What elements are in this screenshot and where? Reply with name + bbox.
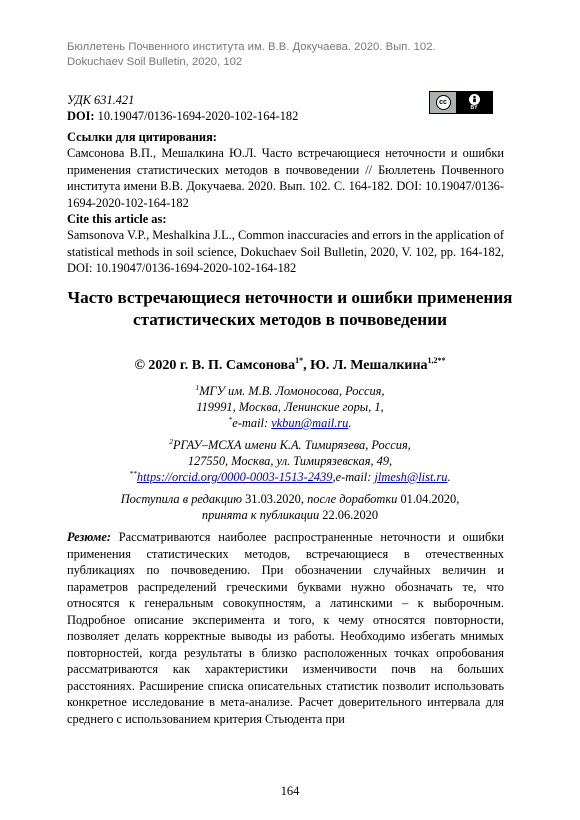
page-number: 164 xyxy=(280,784,300,798)
citation-ru-heading: Ссылки для цитирования: xyxy=(67,130,217,144)
affiliation-2-marker: 2 xyxy=(169,437,173,446)
doi-line xyxy=(67,108,298,124)
article-dates xyxy=(67,491,513,523)
cc-by-license-badge[interactable] xyxy=(429,91,493,114)
authors-line xyxy=(67,356,513,376)
accepted-date: 22.06.2020 xyxy=(322,508,379,522)
author-2-marker: 1,2** xyxy=(427,356,446,365)
affiliation-1-org: МГУ им. М.В. Ломоносова, Россия, xyxy=(199,384,385,398)
email-2-link[interactable]: jlmesh@list.ru xyxy=(374,470,448,484)
by-area xyxy=(456,92,492,113)
udk-code: УДК 631.421 xyxy=(67,93,135,107)
revised-date: 01.04.2020, xyxy=(400,492,460,506)
abstract-text: Рассматриваются наиболее распространенные неточности и ошибки применения статистических методов, встречающиеся в отечественных публикациях по почвоведению. При обозначении случайных величин и параметров распределений греческими буквами нужно обозначать те, что относятся к генеральным совокупностям, а латинскими – к выборочным. Подробное описание эксперимента и того, к чему относятся повторности, позволяет делать корректные выводы из работы. Необходимо избегать мнимых повторностей, когда результаты в близко расположенных точках опробования рассматриваются как характеристики изменчивости почв на больших расстояниях. Расширение списка описательных статистик позволит использовать конкретное исследование в мета-анализе. Расчет доверительного интервала для среднего с использованием критерия Стьюдента при xyxy=(67,530,504,726)
affiliation-1-marker: 1 xyxy=(195,383,200,392)
email-1-end: . xyxy=(348,416,352,430)
affiliation-2-org: РГАУ–МСХА имени К.А. Тимирязева, Россия, xyxy=(172,438,411,452)
affiliation-2-address: 127550, Москва, ул. Тимирязевская, 49, xyxy=(187,454,393,468)
author-1-marker: 1* xyxy=(295,356,304,365)
affiliation-2 xyxy=(67,437,513,485)
affiliation-1-address: 119991, Москва, Ленинские горы, 1, xyxy=(196,400,384,414)
citation-en-text: Samsonova V.P., Meshalkina J.L., Common inaccuracies and errors in the application of statistical methods in soil science, Dokuchaev Soil Bulletin, 2020, V. 102, pp. 164-182, DOI: 10.19047/0136-1694-2020-102-164-182 xyxy=(67,228,504,276)
running-head xyxy=(67,40,436,70)
doi-value: 10.19047/0136-1694-2020-102-164-182 xyxy=(97,109,299,123)
running-head-ru: Бюллетень Почвенного института им. В.В. Докучаева. 2020. Вып. 102. xyxy=(67,41,436,53)
citation-ru-text: Самсонова В.П., Мешалкина Ю.Л. Часто встречающиеся неточности и ошибки применения статистических методов в почвоведении // Бюллетень Почвенного института имени В.В. Докучаева. 2020. Вып. 102. С. 164-182. DOI: 10.19047/0136-1694-2020-102-164-182 xyxy=(67,146,504,210)
accepted-label: принята к публикации xyxy=(201,508,320,522)
by-label: BY xyxy=(470,105,478,111)
email-1-label: e-mail: xyxy=(232,416,272,430)
doi-label: DOI: xyxy=(67,109,95,123)
citation-en-heading: Cite this article as: xyxy=(67,212,167,227)
article-title: Часто встречающиеся неточности и ошибки применения статистических методов в почвоведении xyxy=(67,288,513,329)
abstract xyxy=(67,529,504,727)
author-1: © 2020 г. В. П. Самсонова xyxy=(134,358,296,373)
running-head-en: Dokuchaev Soil Bulletin, 2020, 102 xyxy=(67,56,243,68)
email-1-marker: * xyxy=(228,415,233,424)
orcid-marker: ** xyxy=(129,469,137,478)
revised-label: после доработки xyxy=(307,492,398,506)
received-date: 31.03.2020, xyxy=(245,492,304,506)
creative-commons-icon: cc xyxy=(436,95,451,110)
affiliation-1 xyxy=(67,383,513,431)
email-2-label: ,e-mail: xyxy=(332,470,375,484)
email-2-end: . xyxy=(447,470,451,484)
received-label: Поступила в редакцию xyxy=(120,492,242,506)
orcid-link[interactable]: https://orcid.org/0000-0003-1513-2439 xyxy=(136,470,333,484)
attribution-person-icon xyxy=(469,94,480,105)
email-1-link[interactable]: vkbun@mail.ru xyxy=(271,416,349,430)
citation-block xyxy=(67,129,504,277)
abstract-label: Резюме: xyxy=(67,530,111,544)
cc-logo-area xyxy=(430,92,456,113)
author-2: , Ю. Л. Мешалкина xyxy=(303,358,428,373)
